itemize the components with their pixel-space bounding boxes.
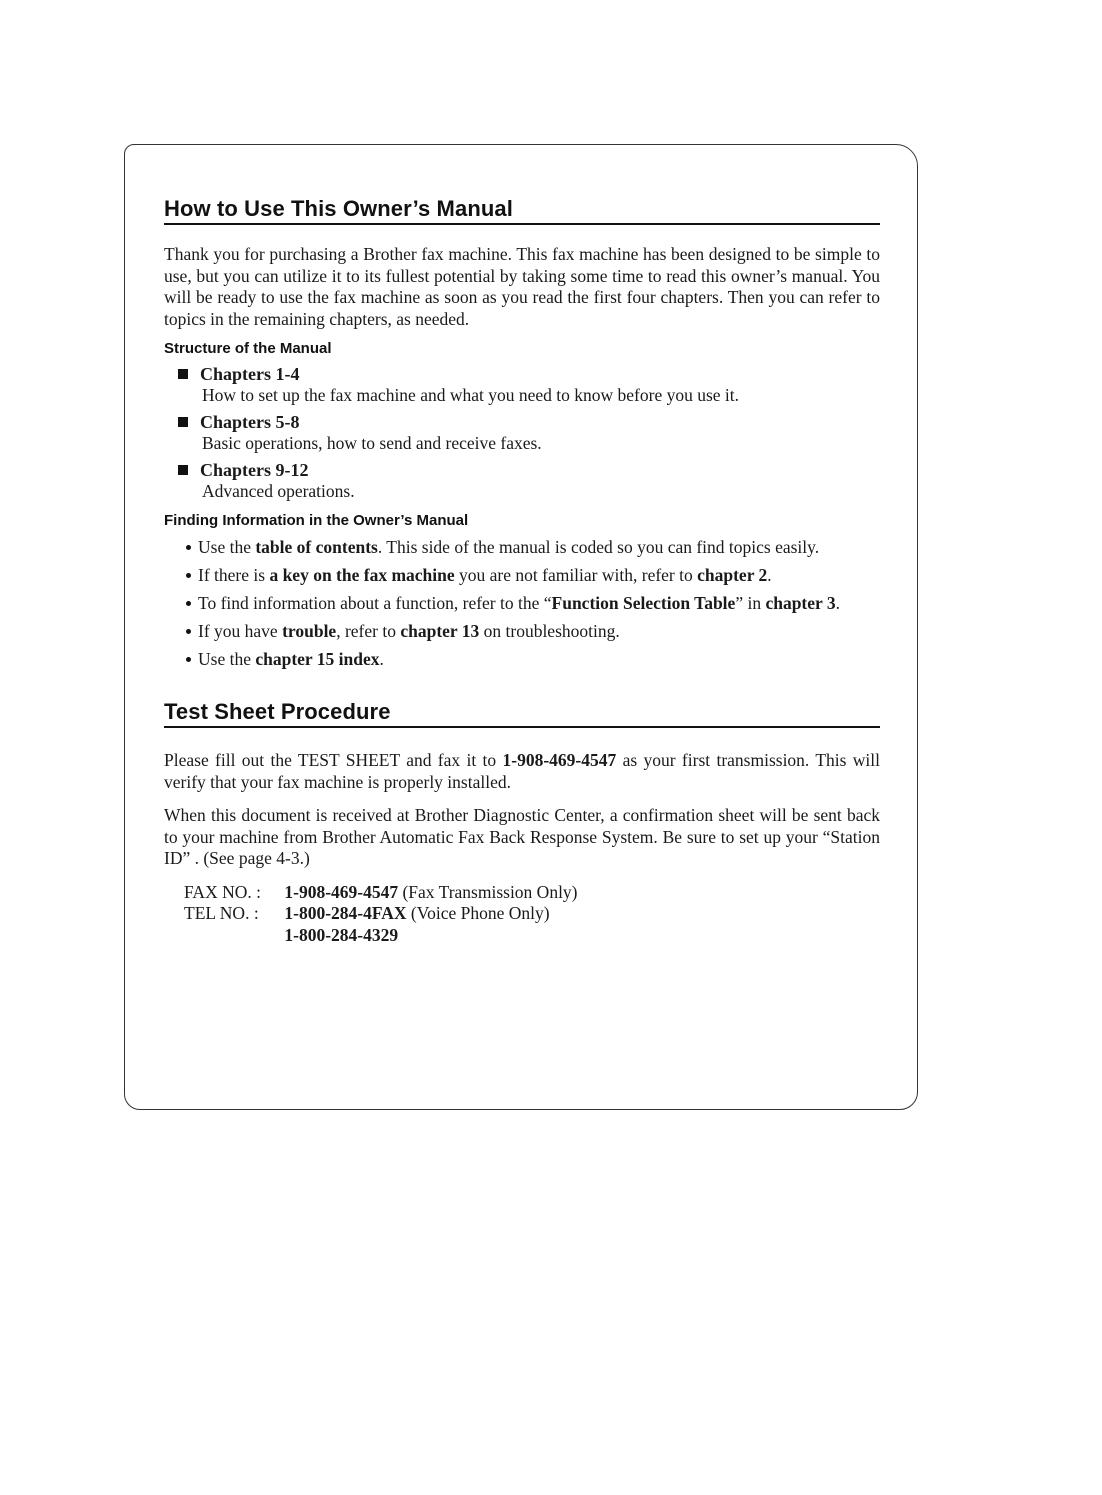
structure-heading: Structure of the Manual <box>164 340 332 357</box>
list-item: Use the table of contents. This side of the manual is coded so you can find topics easily. <box>186 535 880 559</box>
list-item: To find information about a function, refer to the “Function Selection Table” in chapter 3. <box>186 591 880 615</box>
bullet-dot-icon <box>186 657 191 662</box>
tel-number: 1-800-284-4FAX <box>284 903 407 923</box>
chapter-item <box>178 459 880 502</box>
square-bullet-icon <box>178 417 188 427</box>
bullet-dot-icon <box>186 629 191 634</box>
finding-info-list <box>164 535 880 671</box>
tel-number-2: 1-800-284-4329 <box>284 924 399 945</box>
chapter-title: Chapters 5-8 <box>200 412 300 432</box>
finding-info-heading: Finding Information in the Owner’s Manual <box>164 512 469 529</box>
tel-label: TEL NO. : <box>184 903 259 923</box>
section-title-how-to-use: How to Use This Owner’s Manual <box>164 196 880 225</box>
chapter-title: Chapters 9-12 <box>200 460 309 480</box>
bullet-dot-icon <box>186 573 191 578</box>
contact-block <box>184 882 880 947</box>
list-item: If you have trouble, refer to chapter 13 on troubleshooting. <box>186 619 880 643</box>
tel-contact-row-2 <box>184 925 880 947</box>
intro-paragraph: Thank you for purchasing a Brother fax machine. This fax machine has been designed to be simple to use, but you can utilize it to its fullest potential by taking some time to read this owner’s manual. You will be ready to use the fax machine as soon as you read the first four chapters. Then you can refer to topics in the remaining chapters, as needed. <box>164 244 880 329</box>
list-item: If there is a key on the fax machine you are not familiar with, refer to chapter 2. <box>186 563 880 587</box>
fax-contact-row <box>184 882 880 904</box>
chapter-description: Advanced operations. <box>202 481 355 501</box>
tel-contact-row <box>184 903 880 925</box>
test-sheet-paragraph: Please fill out the TEST SHEET and fax it to 1-908-469-4547 as your first transmission. This will verify that your fax machine is properly installed. <box>164 750 881 792</box>
chapter-description: Basic operations, how to send and receive faxes. <box>202 433 542 453</box>
fax-note: (Fax Transmission Only) <box>402 881 578 902</box>
chapter-title: Chapters 1-4 <box>200 364 300 384</box>
chapter-item <box>178 411 880 454</box>
fax-number: 1-908-469-4547 <box>284 881 399 902</box>
manual-page-content <box>164 196 880 946</box>
chapter-item <box>178 363 880 406</box>
chapter-list <box>178 363 880 502</box>
square-bullet-icon <box>178 369 188 379</box>
section-title-test-sheet: Test Sheet Procedure <box>164 699 880 728</box>
bullet-dot-icon <box>186 601 191 606</box>
bullet-dot-icon <box>186 545 191 550</box>
confirmation-paragraph: When this document is received at Brother Diagnostic Center, a confirmation sheet will be sent back to your machine from Brother Automatic Fax Back Response System. Be sure to set up your “Station ID” . (See page 4-3.) <box>164 805 880 868</box>
chapter-description: How to set up the fax machine and what you need to know before you use it. <box>202 385 740 405</box>
list-item: Use the chapter 15 index. <box>186 647 880 671</box>
tel-note: (Voice Phone Only) <box>410 903 550 923</box>
fax-label: FAX NO. : <box>184 881 261 902</box>
square-bullet-icon <box>178 465 188 475</box>
